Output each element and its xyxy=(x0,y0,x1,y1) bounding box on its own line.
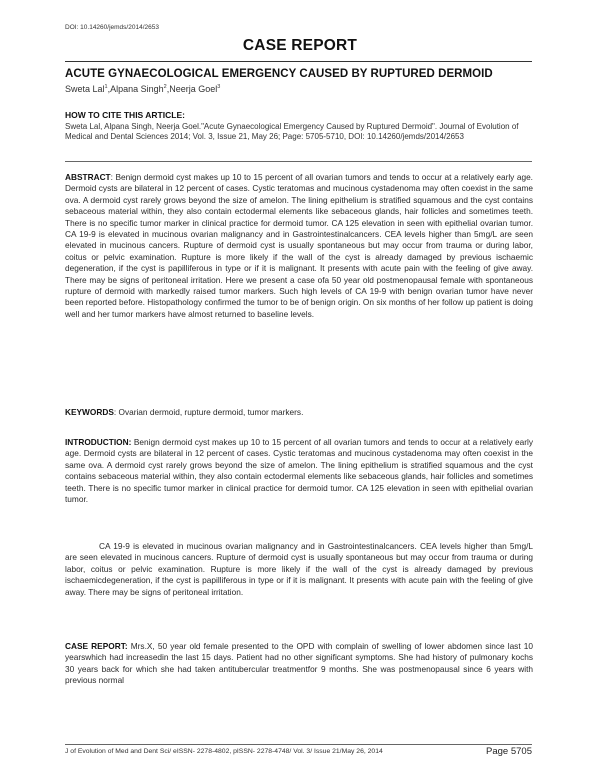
cite-body: Sweta Lal, Alpana Singh, Neerja Goel."Acute Gynaecological Emergency Caused by Ruptured Dermoid". Journal of Evolution of Medical and Dental Sciences 2014; Vol. 3, Issue 21, May 26; Page: 5705-5710, DOI: 10.14260/jemds/2014/2653 xyxy=(65,122,519,142)
author-separator: , xyxy=(166,84,170,94)
case-report-paragraph xyxy=(65,641,533,687)
author-name: Neerja Goel xyxy=(169,84,218,94)
footer-divider xyxy=(65,744,532,745)
abstract-text: : Benign dermoid cyst makes up 10 to 15 percent of all ovarian tumors and tends to occur at a relatively early age. Dermoid cysts are bilateral in 12 percent of cases. Cystic teratomas and mucinous cystadenoma may often coexist in the same ova. A dermoid cyst rarely grows beyond the size of amelon. The lining epithelium is stratified squamous and the cyst contains sebaceous material within, they also contain ectodermal elements like sebaceous glands, hair follicles and sometimes teeth. There is no specific tumor marker in clinical practice for dermoid tumor. CA 125 elevation in seen with epithelial ovarian tumor. CA 19-9 is elevated in mucinous ovarian malignancy and in Gastrointestinalcancers. CEA levels higher than 5mg/L are seen elevated in mucinous cancers. Rupture of dermoid cyst is usually spontaneous but may occur from trauma or during labor, coitus or pelvic examination. Rupture is more likely if the wall of the cyst is already damaged by previous ischaemic degeneration, if the cyst is papilliferous in type or if it is malignant. It presents with acute pain with the feeling of give away. There may be signs of peritoneal irritation. Here we present a case ofa 50 year old postmenopausal female with spontaneous rupture of dermoid with markedly raised tumor markers. Such high levels of CA 19-9 with benign ovarian tumor have never been reported before. Histopathology confirmed the tumor to be of benign origin. On six months of her follow up patient is doing well and her tumor markers have almost returned to baseline levels. xyxy=(65,172,533,319)
cite-divider xyxy=(65,161,532,162)
abstract-paragraph xyxy=(65,172,533,320)
case-report-text: Mrs.X, 50 year old female presented to the OPD with complain of swelling of lower abdomen since last 10 yearswhich had increasedin the last 15 days. Patient had no other significant symptoms. She had history of pulmonary kochs 30 years back for which she had taken antitubercular treatmentfor 9 months. She was postmenopausal since 6 years with previous normal xyxy=(65,641,534,686)
introduction-paragraph xyxy=(65,437,533,505)
case-report-label: CASE REPORT: xyxy=(65,641,128,651)
author-affiliation: 3 xyxy=(217,84,221,90)
author-separator: , xyxy=(107,84,111,94)
article-title: ACUTE GYNAECOLOGICAL EMERGENCY CAUSED BY RUPTURED DERMOID xyxy=(65,68,493,80)
header-divider xyxy=(65,61,532,62)
author-name: Alpana Singh xyxy=(110,84,164,94)
author-name: Sweta Lal xyxy=(65,84,105,94)
keywords-label: KEYWORDS xyxy=(65,407,114,417)
keywords-paragraph xyxy=(65,407,533,418)
introduction-text: Benign dermoid cyst makes up 10 to 15 percent of all ovarian tumors and tends to occur at a relatively early age. Dermoid cysts are bilateral in 12 percent of cases. Cystic teratomas and mucinous cystadenoma may often coexist in the same ova. A dermoid cyst rarely grows beyond the size of amelon. The lining epithelium is stratified squamous and the cyst contains sebaceous material within, they also contain ectodermal elements like sebaceous glands, hair follicles and sometimes teeth. There is no specific tumor marker in clinical practice for dermoid tumor. CA 125 elevation in seen with epithelial ovarian tumor. xyxy=(65,437,533,505)
page-number: Page 5705 xyxy=(486,746,532,757)
author-affiliation: 1 xyxy=(104,84,108,90)
cite-heading: HOW TO CITE THIS ARTICLE: xyxy=(65,110,185,120)
author-affiliation: 2 xyxy=(163,84,167,90)
journal-footer: J of Evolution of Med and Dent Sci/ eISSN- 2278-4802, pISSN- 2278-4748/ Vol. 3/ Issue 21/May 26, 2014 xyxy=(65,748,383,755)
introduction-label: INTRODUCTION: xyxy=(65,437,132,447)
section-heading: CASE REPORT xyxy=(242,37,358,54)
keywords-text: : Ovarian dermoid, rupture dermoid, tumor markers. xyxy=(113,407,304,417)
doi-header: DOI: 10.14260/jemds/2014/2653 xyxy=(65,24,159,31)
introduction-paragraph-2: CA 19-9 is elevated in mucinous ovarian malignancy and in Gastrointestinalcancers. CEA levels higher than 5mg/L are seen elevated in mucinous cancers. Rupture of dermoid cyst is usually spontaneous but may occur from trauma or during labor, coitus or pelvic examination. Rupture is more likely if the wall of the cyst is already damaged by previous ischaemicdegeneration, if the cyst is papilliferous in type or if it is malignant. It presents with acute pain with the feeling of give away. There may be signs of peritoneal irritation. xyxy=(65,541,533,597)
author-list xyxy=(65,84,220,94)
abstract-label: ABSTRACT xyxy=(65,172,111,182)
